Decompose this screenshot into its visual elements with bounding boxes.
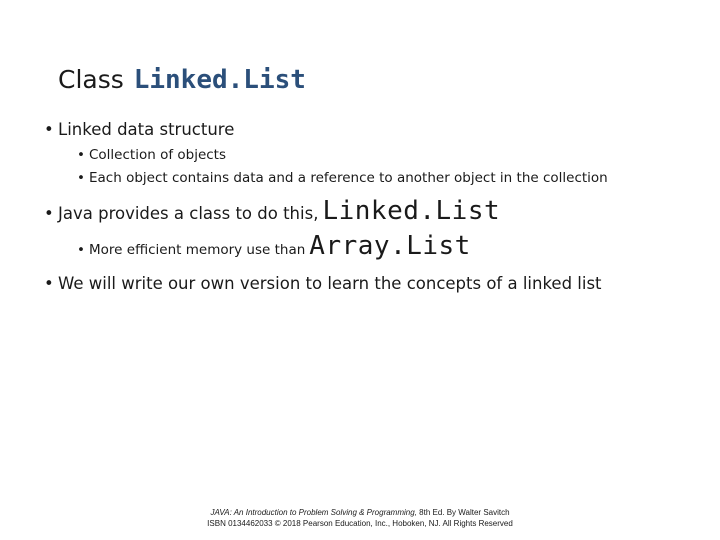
bullet-dot-icon: • — [44, 204, 54, 223]
footer-copyright: ISBN 0134462033 © 2018 Pearson Education, Inc., Hoboken, NJ. All Rights Reserved — [207, 519, 513, 528]
bullet-dot-icon: • — [44, 274, 54, 293]
bullet-level2-more-efficient — [77, 231, 471, 261]
bullet-level1-we-will-write — [44, 274, 602, 293]
inline-code-arraylist: Array.List — [309, 231, 471, 261]
bullet-text: Each object contains data and a reference to another object in the collection — [89, 170, 608, 186]
title-prefix: Class — [58, 65, 132, 94]
slide-title — [58, 60, 306, 100]
bullet-dot-icon: • — [77, 170, 85, 186]
bullet-text: Collection of objects — [89, 147, 227, 163]
bullet-dot-icon: • — [44, 120, 54, 139]
bullet-level2-each-object — [77, 170, 608, 186]
bullet-level1-java-provides — [44, 196, 500, 226]
bullet-level1-linked-data-structure — [44, 120, 234, 139]
bullet-text: Java provides a class to do this, — [58, 204, 319, 223]
bullet-text: We will write our own version to learn the concepts of a linked list — [58, 274, 602, 293]
inline-code-linkedlist: Linked.List — [322, 196, 501, 226]
bullet-text: More efficient memory use than — [89, 242, 306, 258]
footer-book-title: JAVA: An Introduction to Problem Solving & Programming, — [210, 508, 417, 517]
title-code: Linked.List — [133, 65, 306, 95]
footer-edition-author: 8th Ed. By Walter Savitch — [416, 508, 510, 517]
bullet-level2-collection-of-objects — [77, 147, 226, 163]
bullet-dot-icon: • — [77, 242, 85, 258]
bullet-dot-icon: • — [77, 147, 85, 163]
bullet-text: Linked data structure — [58, 120, 235, 139]
